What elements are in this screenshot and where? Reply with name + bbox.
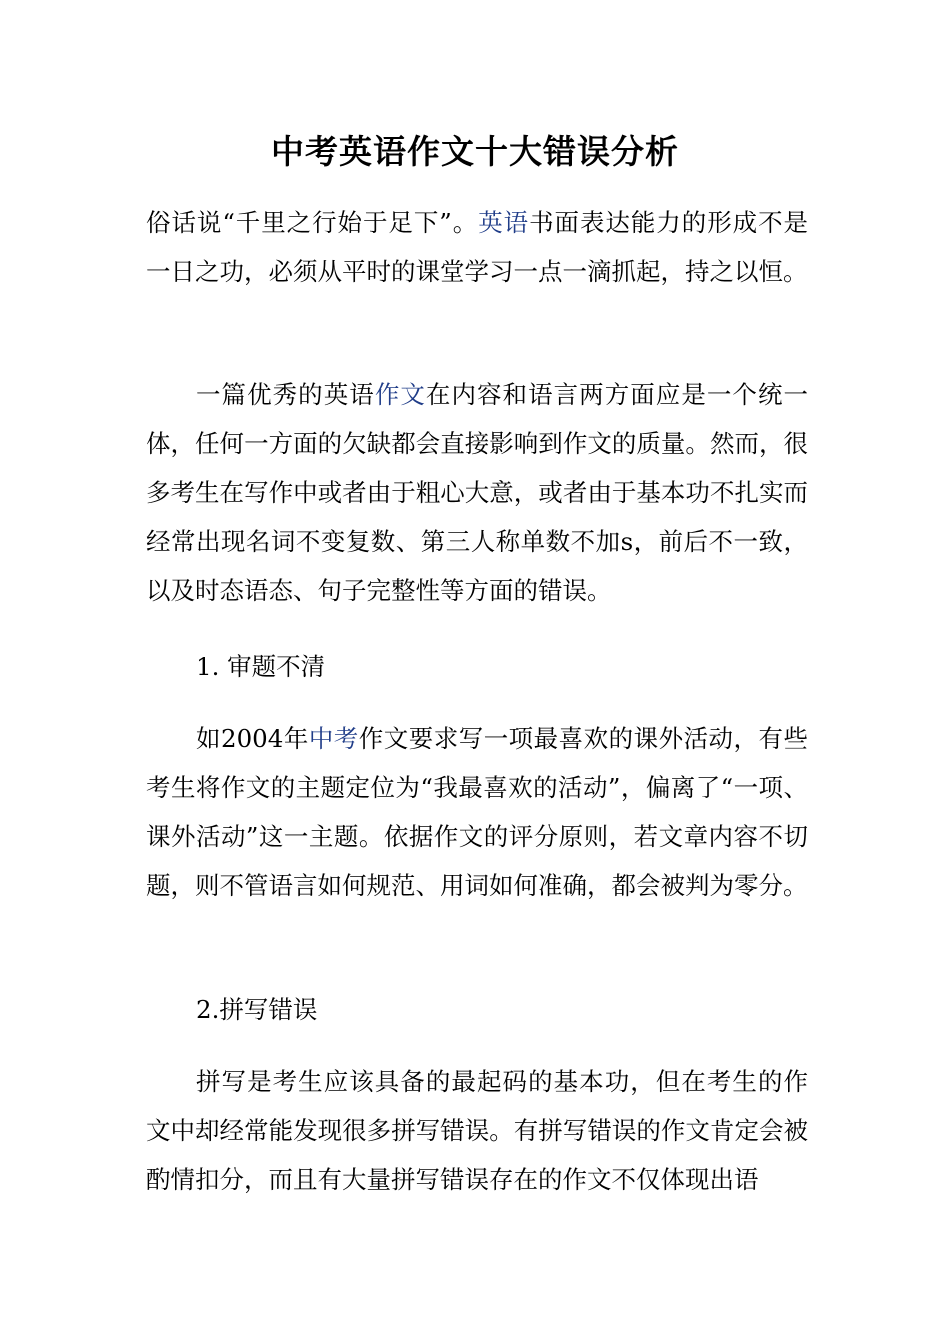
paragraph-text: 俗话说“千里之行始于足下”。 [146,208,479,237]
paragraph-text: 在内容和语言两方面应是一个统一体，任何一方面的欠缺都会直接影响到作文的质量。然而，很多考生在写作中或者由于粗心大意，或者由于基本功不扎实而经常出现名词不变复数、第三人称单数不加s，前后不一致，以及时态语态、句子完整性等方面的错误。 [146,380,809,605]
link-zhongkao[interactable]: 中考 [308,724,359,753]
link-composition[interactable]: 作文 [374,380,426,409]
section-heading-2: 2.拼写错误 [196,995,318,1024]
document-title: 中考英语作文十大错误分析 [271,132,679,171]
link-english[interactable]: 英语 [478,208,530,237]
paragraph-overview [146,370,808,615]
paragraph-text: 如2004年 [196,724,309,753]
paragraph-topic-error [146,714,808,910]
paragraph-text: 作文要求写一项最喜欢的课外活动，有些考生将作文的主题定位为“我最喜欢的活动”，偏离了“一项、课外活动”这一主题。依据作文的评分原则，若文章内容不切题，则不管语言如何规范、用词如何准确，都会被判为零分。 [146,724,809,900]
paragraph-text: 书面表达能力的形成不是一日之功，必须从平时的课堂学习一点一滴抓起，持之以恒。 [146,208,809,286]
paragraph-intro [146,198,808,296]
paragraph-spelling-error: 拼写是考生应该具备的最起码的基本功，但在考生的作文中却经常能发现很多拼写错误。有拼写错误的作文肯定会被酌情扣分，而且有大量拼写错误存在的作文不仅体现出语 [146,1067,808,1194]
paragraph-text: 一篇优秀的英语 [196,380,375,409]
section-heading-1: 1. 审题不清 [196,652,326,681]
